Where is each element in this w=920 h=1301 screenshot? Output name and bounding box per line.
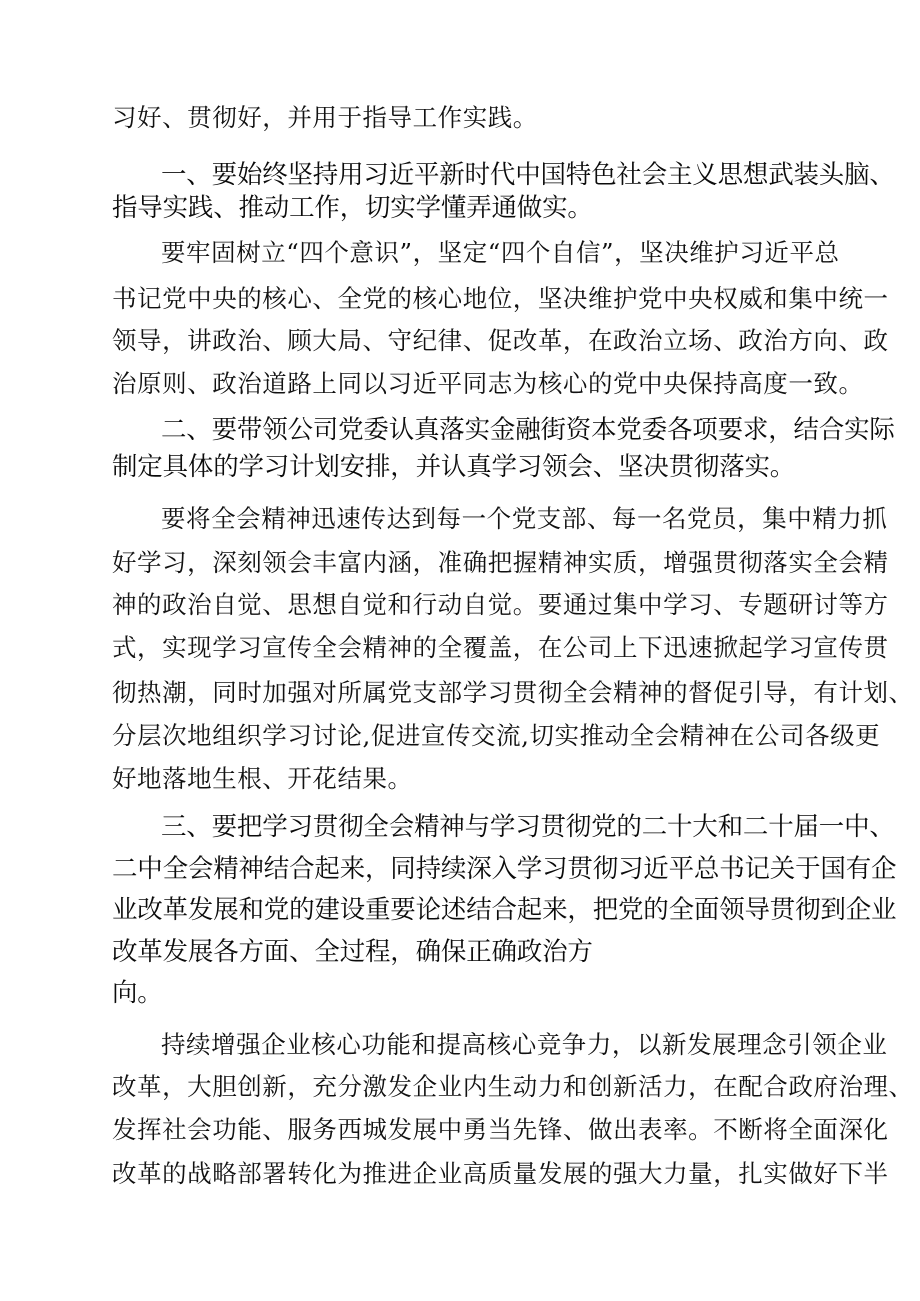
paragraph-2-line-3: 神的政治自觉、思想自觉和行动自觉。要通过集中学习、专题研讨等方 xyxy=(112,590,889,619)
paragraph-1-line-2: 书记党中央的核心、全党的核心地位，坚决维护党中央权威和集中统一 xyxy=(112,284,889,313)
paragraph-3-line-1: 持续增强企业核心功能和提高核心竞争力，以新发展理念引领企业 xyxy=(161,1030,888,1059)
section-heading-3-line-1: 三、要把学习贯彻全会精神与学习贯彻党的二十大和二十届一中、 xyxy=(161,812,895,842)
section-heading-1-line-2: 指导实践、推动工作，切实学懂弄通做实。 xyxy=(112,193,593,223)
paragraph-1-line-4: 治原则、政治道路上同以习近平同志为核心的党中央保持高度一致。 xyxy=(112,369,864,398)
section-heading-3-line-3: 业改革发展和党的建设重要论述结合起来，把党的全面领导贯彻到企业 xyxy=(112,895,897,925)
paragraph-2-line-2: 好学习，深刻领会丰富内涵，准确把握精神实质，增强贯彻落实全会精 xyxy=(112,548,889,577)
section-heading-3-line-4: 改革发展各方面、全过程，确保正确政治方 xyxy=(112,937,593,967)
paragraph-1-line-3: 领导，讲政治、顾大局、守纪律、促改革，在政治立场、政治方向、政 xyxy=(112,326,889,355)
section-heading-3-line-5: 向。 xyxy=(112,978,163,1008)
paragraph-2-line-6: 分层次地组织学习讨论,促进宣传交流,切实推动全会精神在公司各级更 xyxy=(112,721,881,750)
paragraph-3-line-2: 改革，大胆创新，充分激发企业内生动力和创新活力，在配合政府治理、 xyxy=(112,1072,914,1101)
paragraph-1-line-1: 要牢固树立“四个意识”，坚定“四个自信”，坚决维护习近平总 xyxy=(161,238,840,267)
paragraph-2-line-5: 彻热潮，同时加强对所属党支部学习贯彻全会精神的督促引导，有计划、 xyxy=(112,678,914,707)
paragraph-2-line-7: 好地落地生根、开花结果。 xyxy=(112,764,413,793)
paragraph-2-line-4: 式，实现学习宣传全会精神的全覆盖，在公司上下迅速掀起学习宣传贯 xyxy=(112,633,889,662)
paragraph-3-line-3: 发挥社会功能、服务西城发展中勇当先锋、做出表率。不断将全面深化 xyxy=(112,1115,889,1144)
paragraph-3-line-4: 改革的战略部署转化为推进企业高质量发展的强大力量，扎实做好下半 xyxy=(112,1159,889,1188)
paragraph-2-line-1: 要将全会精神迅速传达到每一个党支部、每一名党员，集中精力抓 xyxy=(161,504,888,533)
section-heading-2-line-1: 二、要带领公司党委认真落实金融街资本党委各项要求，结合实际 xyxy=(161,415,895,445)
section-heading-1-line-1: 一、要始终坚持用习近平新时代中国特色社会主义思想武装头脑、 xyxy=(161,160,895,190)
body-line-continuation: 习好、贯彻好，并用于指导工作实践。 xyxy=(112,103,538,132)
section-heading-2-line-2: 制定具体的学习计划安排，并认真学习领会、坚决贯彻落实。 xyxy=(112,452,796,482)
section-heading-3-line-2: 二中全会精神结合起来，同持续深入学习贯彻习近平总书记关于国有企 xyxy=(112,854,897,884)
